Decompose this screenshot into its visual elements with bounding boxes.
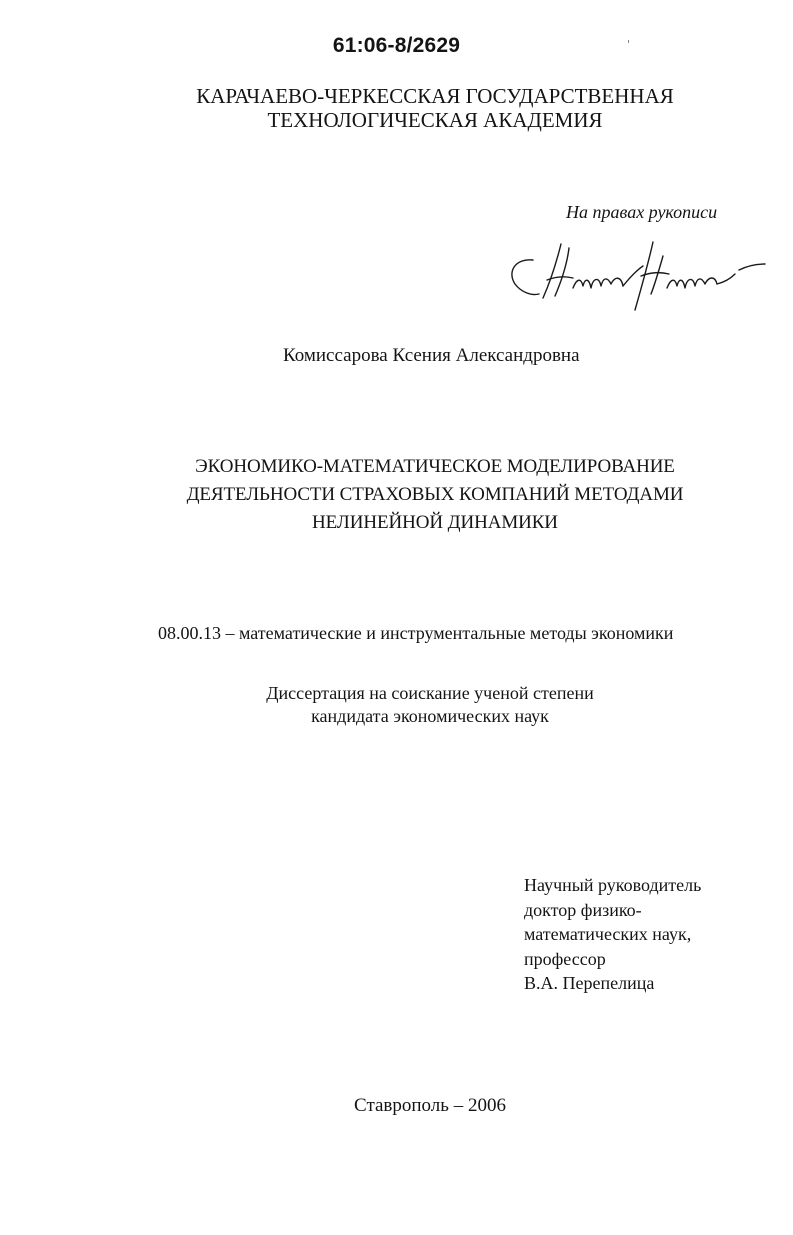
supervisor-line-1: Научный руководитель [524,875,702,895]
dissertation-title [0,453,793,537]
supervisor-line-5: В.А. Перепелица [524,973,655,993]
organization-line-2: ТЕХНОЛОГИЧЕСКАЯ АКАДЕМИЯ [267,108,603,132]
organization-line-1: КАРАЧАЕВО-ЧЕРКЕССКАЯ ГОСУДАРСТВЕННАЯ [196,84,674,108]
title-line-3: НЕЛИНЕЙНОЙ ДИНАМИКИ [312,512,558,533]
title-line-2: ДЕЯТЕЛЬНОСТИ СТРАХОВЫХ КОМПАНИЙ МЕТОДАМИ [186,484,684,505]
catalog-number: 61:06-8/2629 [332,34,461,57]
author-signature [503,236,768,316]
degree-statement [0,682,793,728]
title-line-1: ЭКОНОМИКО-МАТЕМАТИЧЕСКОЕ МОДЕЛИРОВАНИЕ [195,456,675,477]
manuscript-rights-note: На правах рукописи [566,202,718,222]
supervisor-line-2: доктор физико- [524,899,642,920]
degree-line-2: кандидата экономических наук [311,706,549,726]
supervisor-line-4: профессор [524,948,606,969]
supervisor-line-3: математических наук, [524,924,692,944]
place-and-year: Ставрополь – 2006 [354,1095,506,1116]
specialty-code: 08.00.13 – математические и инструментальные методы экономики [158,623,674,643]
scan-mark [628,40,629,43]
supervisor-block [524,873,701,996]
author-name: Комиссарова Ксения Александровна [283,345,580,366]
degree-line-1: Диссертация на соискание ученой степени [266,683,594,703]
organization-header [0,84,793,132]
